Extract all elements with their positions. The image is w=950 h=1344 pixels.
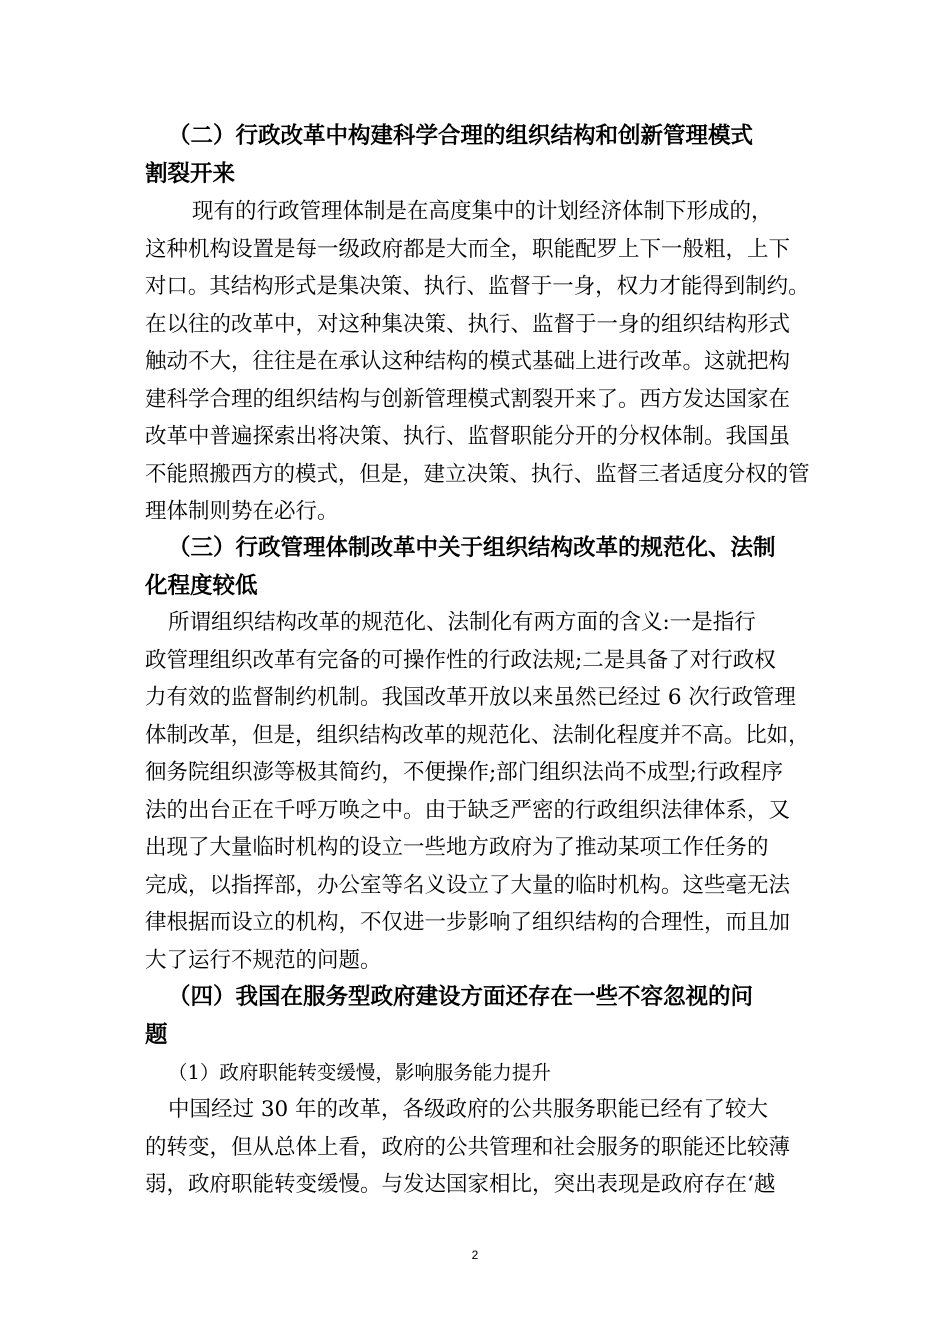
section-4-subheading: （1）政府职能转变缓慢，影响服务能力提升 xyxy=(168,1061,551,1084)
section-4-heading-line-1: （四）我国在服务型政府建设方面还存在一些不容忽视的问 xyxy=(168,984,754,1010)
section-3-paragraph-line: 大了运行不规范的问题。 xyxy=(145,948,382,973)
section-2-paragraph-line: 触动不大，往往是在承认这种结构的模式基础上进行改革。这就把构 xyxy=(145,349,791,374)
section-3-paragraph-line: 徊务院组织澎等极其简约，不便操作;部门组织法尚不成型;行政程序 xyxy=(145,760,783,785)
section-2-paragraph-line: 对口。其结构形式是集决策、执行、监督于一身，权力才能得到制约。 xyxy=(145,274,810,299)
section-3-paragraph-line: 所谓组织结构改革的规范化、法制化有两方面的含义:一是指行 xyxy=(168,610,756,635)
section-3-paragraph-line: 律根据而设立的机构，不仅进一步影响了组织结构的合理性，而且加 xyxy=(145,910,791,935)
section-4-paragraph-line: 中国经过 30 年的改革，各级政府的公共服务职能已经有了较大 xyxy=(168,1097,769,1122)
section-2-heading-line-1: （二）行政改革中构建科学合理的组织结构和创新管理模式 xyxy=(168,123,754,149)
section-2-paragraph-line: 不能照搬西方的模式，但是，建立决策、执行、监督三者适度分权的管 xyxy=(145,462,810,487)
section-2-paragraph-line: 现有的行政管理体制是在高度集中的计划经济体制下形成的， xyxy=(192,199,773,224)
page-number: 2 xyxy=(471,1248,479,1262)
section-3-paragraph-line: 体制改革，但是，组织结构改革的规范化、法制化程度并不高。比如， xyxy=(145,723,810,748)
section-2-paragraph-line: 理体制则势在必行。 xyxy=(145,499,339,524)
section-2-paragraph-line: 建科学合理的组织结构与创新管理模式割裂开来了。西方发达国家在 xyxy=(145,387,791,412)
section-3-heading-line-2: 化程度较低 xyxy=(145,573,258,599)
section-2-paragraph-line: 改革中普遍探索出将决策、执行、监督职能分开的分权体制。我国虽 xyxy=(145,424,791,449)
section-3-heading-line-1: （三）行政管理体制改革中关于组织结构改革的规范化、法制 xyxy=(168,535,776,561)
section-2-paragraph-line: 在以往的改革中，对这种集决策、执行、监督于一身的组织结构形式 xyxy=(145,312,791,337)
section-4-heading-line-2: 题 xyxy=(145,1022,168,1048)
section-4-paragraph-line: 的转变，但从总体上看，政府的公共管理和社会服务的职能还比较薄 xyxy=(145,1135,791,1160)
section-2-heading-line-2: 割裂开来 xyxy=(145,161,236,187)
section-2-paragraph-line: 这种机构设置是每一级政府都是大而全，职能配罗上下一般粗，上下 xyxy=(145,237,791,262)
section-4-paragraph-line: 弱，政府职能转变缓慢。与发达国家相比，突出表现是政府存在‘越 xyxy=(145,1172,776,1197)
section-3-paragraph-line: 完成，以指挥部，办公室等名义设立了大量的临时机构。这些毫无法 xyxy=(145,873,791,898)
section-3-paragraph-line: 政管理组织改革有完备的可操作性的行政法规;二是具备了对行政权 xyxy=(145,648,776,673)
section-3-paragraph-line: 力有效的监督制约机制。我国改革开放以来虽然已经过 6 次行政管理 xyxy=(145,685,796,710)
section-3-paragraph-line: 出现了大量临时机构的设立一些地方政府为了推动某项工作任务的 xyxy=(145,835,769,860)
section-3-paragraph-line: 法的出台正在千呼万唤之中。由于缺乏严密的行政组织法律体系，又 xyxy=(145,798,791,823)
